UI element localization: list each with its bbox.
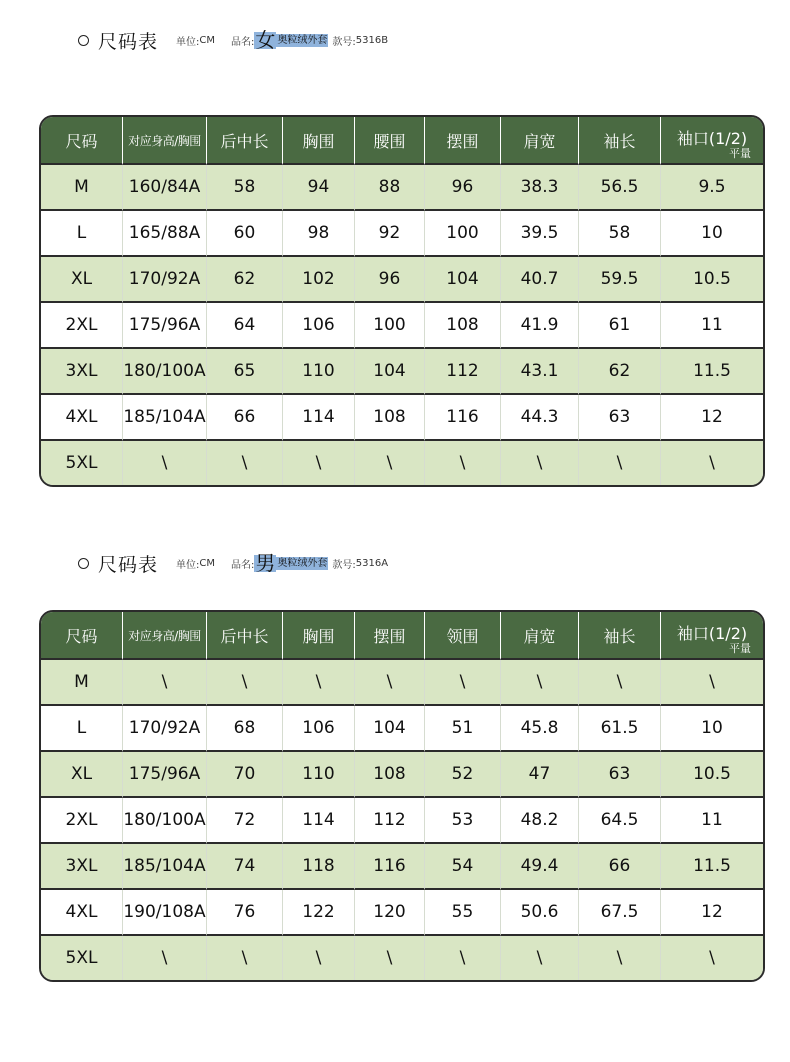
table-row <box>41 890 763 936</box>
circle-bullet-icon <box>78 35 89 46</box>
section-header-men <box>78 547 388 579</box>
size-cell: L <box>41 706 123 752</box>
value-cell: 53 <box>425 798 501 844</box>
table-row <box>41 303 763 349</box>
style-label: 款号: <box>332 36 356 48</box>
table-header-row <box>41 612 763 660</box>
value-cell: 11 <box>661 303 763 349</box>
size-cell: L <box>41 211 123 257</box>
value-cell: 10.5 <box>661 752 763 798</box>
header-back-length: 后中长 <box>207 117 283 165</box>
value-cell: 98 <box>283 211 355 257</box>
value-cell: 12 <box>661 890 763 936</box>
value-cell: 108 <box>355 752 425 798</box>
product-label: 品名: <box>231 559 255 571</box>
value-cell: 50.6 <box>501 890 579 936</box>
table-row <box>41 752 763 798</box>
value-cell: \ <box>355 660 425 706</box>
value-cell: 106 <box>283 706 355 752</box>
value-cell: 11 <box>661 798 763 844</box>
table-row <box>41 257 763 303</box>
size-table-women <box>39 115 765 487</box>
value-cell: 72 <box>207 798 283 844</box>
value-cell: 180/100A <box>123 349 207 395</box>
value-cell: 120 <box>355 890 425 936</box>
circle-bullet-icon <box>78 558 89 569</box>
value-cell: 185/104A <box>123 395 207 441</box>
unit-value: CM <box>199 34 216 46</box>
value-cell: \ <box>123 660 207 706</box>
value-cell: 170/92A <box>123 257 207 303</box>
size-cell: 4XL <box>41 395 123 441</box>
size-cell: XL <box>41 257 123 303</box>
value-cell: 114 <box>283 798 355 844</box>
value-cell: 12 <box>661 395 763 441</box>
value-cell: 108 <box>355 395 425 441</box>
unit-label: 单位: <box>176 36 200 48</box>
header-cuff: 袖口(1/2) 平量 <box>661 117 763 165</box>
product-name: 奥粒绒外套 <box>277 34 328 46</box>
value-cell: 44.3 <box>501 395 579 441</box>
product-label: 品名: <box>231 36 255 48</box>
table-row <box>41 936 763 980</box>
header-shoulder: 肩宽 <box>501 612 579 660</box>
value-cell: 76 <box>207 890 283 936</box>
value-cell: 116 <box>425 395 501 441</box>
value-cell: 110 <box>283 752 355 798</box>
value-cell: 110 <box>283 349 355 395</box>
value-cell: \ <box>579 936 661 980</box>
value-cell: 66 <box>579 844 661 890</box>
table-row <box>41 844 763 890</box>
value-cell: 104 <box>355 706 425 752</box>
value-cell: 64.5 <box>579 798 661 844</box>
size-cell: 5XL <box>41 441 123 485</box>
value-cell: 100 <box>355 303 425 349</box>
value-cell: 170/92A <box>123 706 207 752</box>
value-cell: 10 <box>661 706 763 752</box>
value-cell: \ <box>283 441 355 485</box>
value-cell: 165/88A <box>123 211 207 257</box>
value-cell: 102 <box>283 257 355 303</box>
value-cell: 9.5 <box>661 165 763 211</box>
section-title: 尺码表 <box>98 553 159 576</box>
value-cell: 39.5 <box>501 211 579 257</box>
value-cell: \ <box>501 441 579 485</box>
value-cell: 88 <box>355 165 425 211</box>
style-value: 5316B <box>355 34 389 46</box>
size-cell: 5XL <box>41 936 123 980</box>
value-cell: 62 <box>579 349 661 395</box>
table-row <box>41 660 763 706</box>
value-cell: 54 <box>425 844 501 890</box>
table-row <box>41 706 763 752</box>
size-cell: 2XL <box>41 798 123 844</box>
size-cell: 4XL <box>41 890 123 936</box>
value-cell: 94 <box>283 165 355 211</box>
value-cell: 74 <box>207 844 283 890</box>
value-cell: 58 <box>207 165 283 211</box>
value-cell: \ <box>501 660 579 706</box>
value-cell: 96 <box>425 165 501 211</box>
value-cell: 60 <box>207 211 283 257</box>
value-cell: 104 <box>425 257 501 303</box>
table-row <box>41 211 763 257</box>
table-row <box>41 395 763 441</box>
value-cell: \ <box>501 936 579 980</box>
value-cell: \ <box>355 936 425 980</box>
value-cell: \ <box>283 660 355 706</box>
header-waist: 腰围 <box>355 117 425 165</box>
value-cell: 63 <box>579 752 661 798</box>
value-cell: 96 <box>355 257 425 303</box>
value-cell: 190/108A <box>123 890 207 936</box>
table-header-row <box>41 117 763 165</box>
value-cell: 58 <box>579 211 661 257</box>
value-cell: 38.3 <box>501 165 579 211</box>
header-cuff-note: 平量 <box>729 147 751 160</box>
value-cell: 185/104A <box>123 844 207 890</box>
value-cell: 41.9 <box>501 303 579 349</box>
value-cell: \ <box>425 441 501 485</box>
value-cell: \ <box>355 441 425 485</box>
unit-value: CM <box>199 557 216 569</box>
header-shoulder: 肩宽 <box>501 117 579 165</box>
header-height-chest: 对应身高/胸围 <box>123 117 207 165</box>
value-cell: 68 <box>207 706 283 752</box>
value-cell: 62 <box>207 257 283 303</box>
size-cell: 3XL <box>41 844 123 890</box>
value-cell: 112 <box>425 349 501 395</box>
table-row <box>41 441 763 485</box>
size-cell: 2XL <box>41 303 123 349</box>
value-cell: 67.5 <box>579 890 661 936</box>
table-row <box>41 798 763 844</box>
size-table-men <box>39 610 765 982</box>
table-row <box>41 165 763 211</box>
value-cell: \ <box>661 660 763 706</box>
value-cell: 49.4 <box>501 844 579 890</box>
header-sleeve-length: 袖长 <box>579 117 661 165</box>
value-cell: 92 <box>355 211 425 257</box>
value-cell: \ <box>425 936 501 980</box>
value-cell: 51 <box>425 706 501 752</box>
header-back-length: 后中长 <box>207 612 283 660</box>
header-hem: 摆围 <box>355 612 425 660</box>
section-title: 尺码表 <box>98 30 159 53</box>
value-cell: 40.7 <box>501 257 579 303</box>
size-cell: M <box>41 165 123 211</box>
value-cell: \ <box>123 441 207 485</box>
size-cell: M <box>41 660 123 706</box>
value-cell: 116 <box>355 844 425 890</box>
value-cell: \ <box>123 936 207 980</box>
value-cell: 59.5 <box>579 257 661 303</box>
value-cell: 10.5 <box>661 257 763 303</box>
value-cell: 11.5 <box>661 349 763 395</box>
value-cell: 56.5 <box>579 165 661 211</box>
value-cell: \ <box>207 441 283 485</box>
value-cell: \ <box>579 441 661 485</box>
value-cell: 122 <box>283 890 355 936</box>
size-cell: XL <box>41 752 123 798</box>
gender-label: 男 <box>255 550 276 575</box>
value-cell: 70 <box>207 752 283 798</box>
style-value: 5316A <box>355 557 389 569</box>
header-hem: 摆围 <box>425 117 501 165</box>
value-cell: 48.2 <box>501 798 579 844</box>
value-cell: 11.5 <box>661 844 763 890</box>
value-cell: 108 <box>425 303 501 349</box>
value-cell: 118 <box>283 844 355 890</box>
value-cell: 61 <box>579 303 661 349</box>
value-cell: 100 <box>425 211 501 257</box>
style-label: 款号: <box>332 559 356 571</box>
value-cell: 180/100A <box>123 798 207 844</box>
value-cell: 52 <box>425 752 501 798</box>
header-cuff-note: 平量 <box>729 642 751 655</box>
value-cell: \ <box>579 660 661 706</box>
header-sleeve-length: 袖长 <box>579 612 661 660</box>
product-name: 奥粒绒外套 <box>277 557 328 569</box>
value-cell: \ <box>425 660 501 706</box>
header-cuff: 袖口(1/2) 平量 <box>661 612 763 660</box>
gender-label: 女 <box>255 27 276 52</box>
value-cell: \ <box>661 441 763 485</box>
value-cell: 47 <box>501 752 579 798</box>
value-cell: 112 <box>355 798 425 844</box>
value-cell: \ <box>283 936 355 980</box>
value-cell: 175/96A <box>123 752 207 798</box>
value-cell: 104 <box>355 349 425 395</box>
header-chest: 胸围 <box>283 117 355 165</box>
value-cell: 65 <box>207 349 283 395</box>
value-cell: \ <box>207 660 283 706</box>
value-cell: \ <box>661 936 763 980</box>
header-size: 尺码 <box>41 612 123 660</box>
value-cell: 64 <box>207 303 283 349</box>
header-height-chest: 对应身高/胸围 <box>123 612 207 660</box>
value-cell: 114 <box>283 395 355 441</box>
header-collar: 领围 <box>425 612 501 660</box>
value-cell: 55 <box>425 890 501 936</box>
value-cell: \ <box>207 936 283 980</box>
value-cell: 175/96A <box>123 303 207 349</box>
table-row <box>41 349 763 395</box>
value-cell: 43.1 <box>501 349 579 395</box>
value-cell: 106 <box>283 303 355 349</box>
value-cell: 10 <box>661 211 763 257</box>
size-cell: 3XL <box>41 349 123 395</box>
header-size: 尺码 <box>41 117 123 165</box>
value-cell: 160/84A <box>123 165 207 211</box>
unit-label: 单位: <box>176 559 200 571</box>
value-cell: 66 <box>207 395 283 441</box>
value-cell: 61.5 <box>579 706 661 752</box>
value-cell: 63 <box>579 395 661 441</box>
section-header-women <box>78 24 388 56</box>
header-chest: 胸围 <box>283 612 355 660</box>
value-cell: 45.8 <box>501 706 579 752</box>
